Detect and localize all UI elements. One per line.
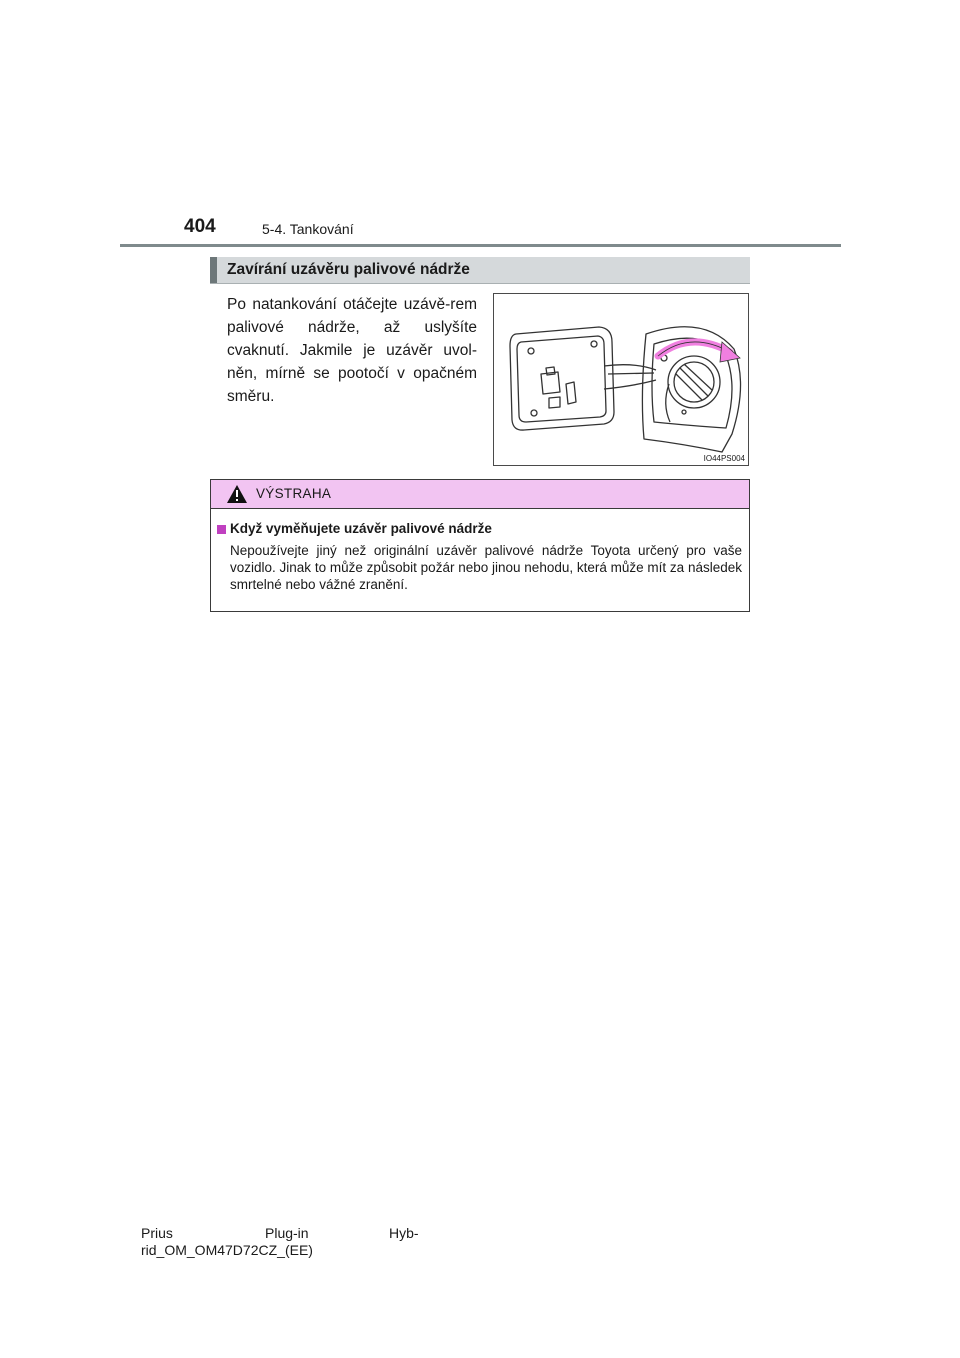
section-heading: Zavírání uzávěru palivové nádrže	[227, 261, 470, 278]
header-rule	[120, 244, 841, 247]
figure-code: IO44PS004	[703, 454, 745, 463]
fuel-cap-illustration	[493, 293, 749, 466]
footer-line-2: rid_OM_OM47D72CZ_(EE)	[141, 1242, 313, 1258]
page-number: 404	[184, 216, 216, 237]
warning-text: Nepoužívejte jiný než originální uzávěr palivové nádrže Toyota určený pro vaše vozidlo. Jinak to může způsobit požár nebo jinou nehodu, která může mít za následek smrtelné nebo vážné zranění.	[230, 543, 742, 592]
warning-box	[210, 479, 750, 612]
footer-model: Prius	[141, 1225, 173, 1241]
fuel-door-drawing	[494, 294, 748, 465]
warning-subheading: Když vyměňujete uzávěr palivové nádrže	[230, 521, 492, 536]
warning-title: VÝSTRAHA	[256, 486, 332, 501]
warning-header	[211, 480, 749, 509]
instruction-paragraph: Po natankování otáčejte uzávě-rem palivové nádrže, až uslyšíte cvaknutí. Jakmile je uzávěr uvol-něn, mírně se pootočí v opačném směru.	[227, 296, 477, 405]
heading-underline	[210, 283, 750, 284]
section-label: 5-4. Tankování	[262, 221, 354, 237]
square-bullet-icon	[217, 525, 226, 534]
footer-hyb: Hyb-	[389, 1225, 419, 1241]
warning-triangle-icon	[226, 484, 248, 504]
section-heading-bar	[210, 257, 750, 283]
footer-variant: Plug-in	[265, 1225, 309, 1241]
